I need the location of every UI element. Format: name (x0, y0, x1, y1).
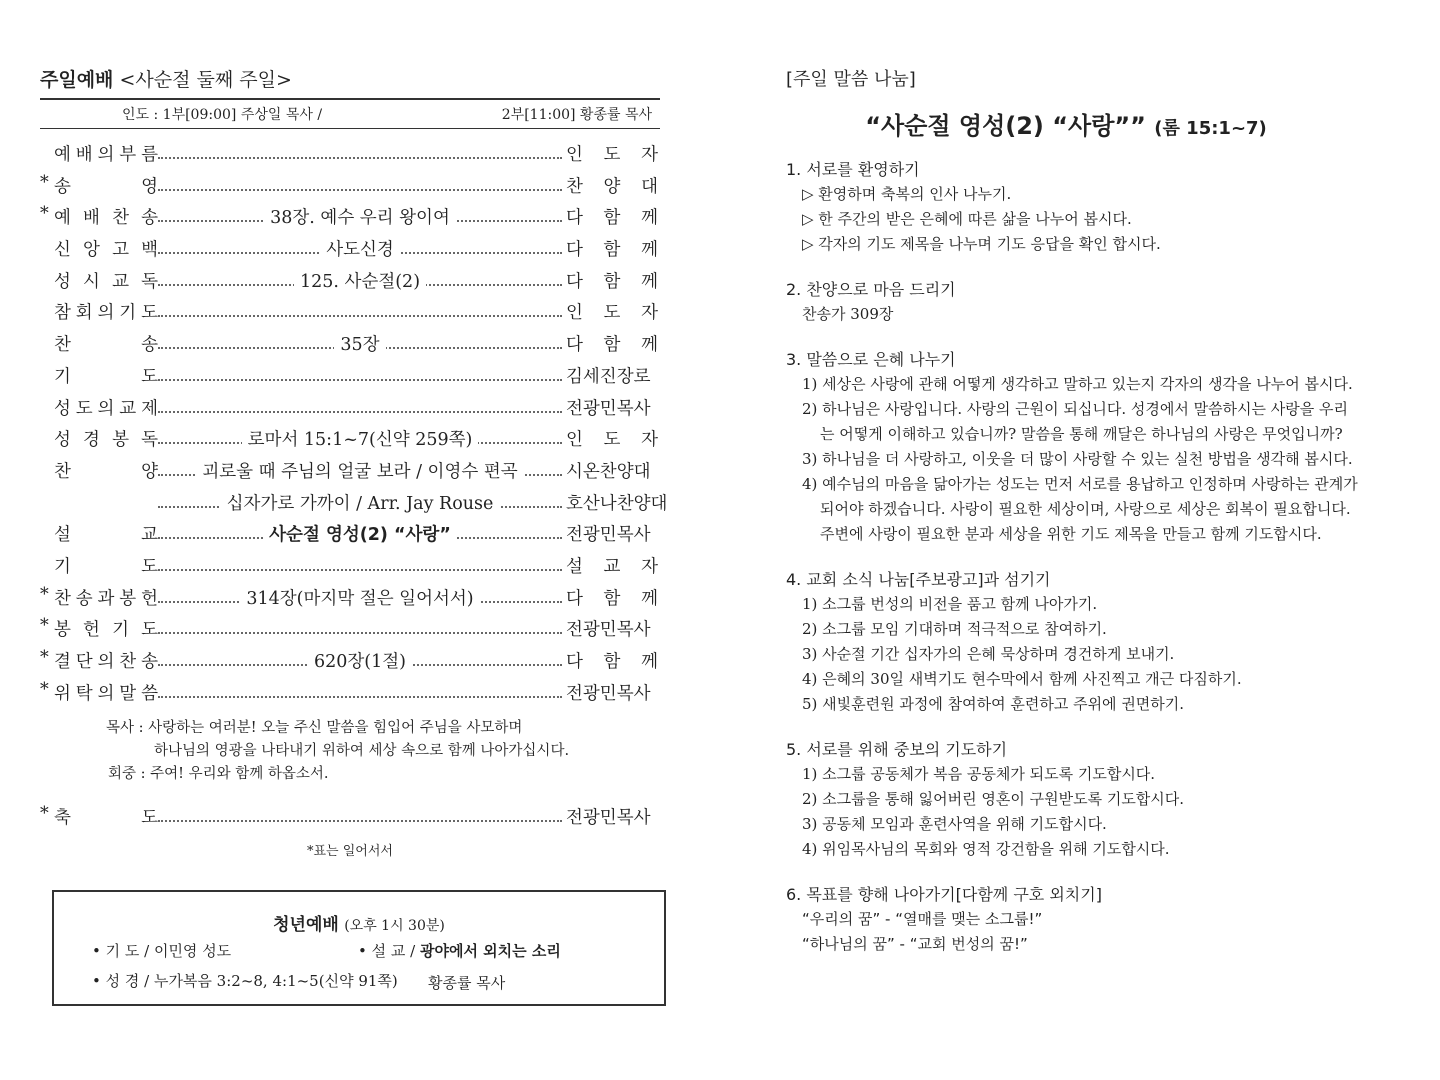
order-item-leader-char: 도 (603, 430, 621, 451)
order-item-name (54, 363, 158, 388)
order-item-name (54, 648, 158, 673)
sharing-section (786, 347, 1406, 547)
order-item-name-char: 과 (97, 588, 115, 609)
section-item: ▷ 각자의 기도 제목을 나누며 기도 응답을 확인 합시다. (802, 235, 1161, 253)
order-item-leader (566, 299, 658, 324)
sharing-section (786, 277, 1406, 327)
section-heading: 6. 목표를 향해 나아가기[다함께 구호 외치기] (786, 885, 1102, 904)
order-item-name-char: 경 (83, 430, 100, 451)
order-item-detail (158, 458, 562, 483)
order-item-leader-char: 설 (566, 556, 583, 577)
order-item-detail-text: 사도신경 (320, 240, 400, 260)
order-item-name-char: 교 (112, 271, 129, 292)
dot-leader (158, 547, 562, 571)
order-item-name (54, 585, 158, 610)
order-item-name-char: 신 (54, 240, 71, 261)
order-item-name-char: 예 (54, 145, 71, 165)
sermon-sharing-page (786, 66, 1406, 957)
order-item-name-char: 찬 (119, 652, 137, 672)
standing-mark: * (40, 679, 49, 700)
order-item-name-char: 성 (54, 430, 71, 451)
section-item: 1) 세상은 사랑에 관해 어떻게 생각하고 말하고 있는지 각자의 생각을 나누어 봅시다. (802, 375, 1353, 393)
section-item: “하나님의 꿈” - “교회 번성의 꿈!” (802, 935, 1028, 953)
order-item-leader-char: 김세진장로 (566, 366, 651, 387)
order-item-name-char: 헌 (141, 588, 158, 609)
order-item-leader (566, 648, 658, 673)
order-item-name-char: 의 (97, 652, 115, 672)
order-item-name-char: 도 (141, 808, 158, 829)
order-row (40, 800, 660, 832)
order-item-name-char: 씀 (141, 683, 158, 704)
order-item-leader-char: 찬 (566, 176, 583, 197)
sharing-header: [주일 말씀 나눔] (786, 69, 916, 90)
order-item-detail-text: 로마서 15:1~7(신약 259쪽) (242, 430, 479, 450)
order-item-leader-char: 함 (603, 652, 621, 672)
order-item-name-char: 도 (75, 398, 93, 419)
blessing-congregation-line: 회중 : 주여! 우리와 함께 하옵소서. (108, 766, 329, 783)
order-item-leader-char: 함 (603, 208, 621, 229)
dot-leader (158, 798, 562, 822)
order-item-leader-char: 께 (641, 208, 658, 229)
order-item-name-char: 의 (97, 303, 115, 324)
order-item-name (54, 141, 158, 166)
order-item-leader-char: 다 (566, 271, 583, 292)
order-item-leader-char: 교 (603, 556, 621, 577)
order-item-name-char: 시 (83, 271, 100, 292)
order-item-detail (158, 648, 562, 673)
order-item-leader-char: 다 (566, 240, 583, 261)
leaders-bar (40, 98, 660, 129)
order-row (40, 169, 660, 201)
order-item-detail-text: 125. 사순절(2) (294, 272, 426, 292)
order-item-leader (566, 804, 658, 829)
order-row (40, 612, 660, 644)
order-item-name-char: 봉 (112, 430, 129, 451)
order-item-leader (566, 585, 658, 610)
standing-mark: * (40, 648, 49, 668)
dot-leader (158, 135, 562, 159)
sharing-sections (786, 157, 1406, 957)
order-item-name-char: 백 (141, 240, 158, 261)
order-item-name-char: 기 (54, 366, 71, 387)
worship-order-page (40, 66, 668, 860)
order-item-leader-char: 자 (641, 303, 658, 324)
order-item-name-char: 송 (75, 588, 93, 609)
order-item-name-char: 배 (83, 208, 100, 229)
order-item-leader (566, 141, 658, 166)
order-row (40, 327, 660, 359)
youth-prayer: • 기 도 / 이민영 성도 (92, 942, 232, 960)
order-row (40, 517, 660, 549)
section-heading: 1. 서로를 환영하기 (786, 160, 920, 179)
section-item: 는 어떻게 이해하고 있습니까? 말씀을 통해 깨달은 하나님의 사랑은 무엇입니까? (820, 425, 1343, 443)
order-item-name-char: 의 (97, 683, 115, 704)
order-item-name-char: 송 (141, 208, 158, 229)
order-item-leader (566, 363, 658, 388)
dot-leader (158, 389, 562, 413)
order-item-name (54, 173, 158, 198)
order-item-leader-char: 대 (641, 176, 658, 197)
youth-sermon-label: • 설 교 / (358, 942, 420, 960)
order-item-name-char: 도 (141, 556, 158, 577)
order-item-detail-text: 35장 (334, 335, 385, 355)
order-item-name-char: 성 (54, 271, 71, 292)
sharing-section (786, 882, 1406, 957)
order-item-detail-text: 십자가로 가까이 / Arr. Jay Rouse (221, 494, 500, 514)
youth-title: 청년예배 (273, 915, 339, 935)
order-item-name-char: 찬 (112, 208, 129, 229)
section-heading: 2. 찬양으로 마음 드리기 (786, 280, 956, 299)
order-item-leader-char: 께 (641, 652, 658, 672)
order-item-name-char: 도 (141, 303, 158, 324)
worship-subtitle: <사순절 둘째 주일> (119, 69, 292, 91)
section-heading: 5. 서로를 위해 중보의 기도하기 (786, 740, 1008, 759)
dot-leader (158, 674, 562, 698)
order-row (40, 264, 660, 296)
youth-sermon-title: 광야에서 외치는 소리 (419, 942, 561, 960)
order-item-name-char: 독 (141, 430, 158, 451)
order-item-name (54, 236, 158, 261)
section-item: 3) 사순절 기간 십자가의 은혜 묵상하며 경건하게 보내기. (802, 645, 1175, 663)
order-item-name (54, 299, 158, 324)
standing-mark: * (40, 204, 49, 225)
order-item-leader-char: 다 (566, 335, 583, 356)
order-item-name-char: 앙 (83, 240, 100, 261)
order-item-name-char: 찬 (54, 335, 71, 356)
order-row (40, 644, 660, 676)
section-item: 1) 소그룹 공동체가 복음 공동체가 되도록 기도합시다. (802, 765, 1156, 783)
order-item-leader (566, 616, 658, 641)
section-item: 2) 소그룹을 통해 잃어버린 영혼이 구원받도록 기도합시다. (802, 790, 1185, 808)
section-item: 되어야 하겠습니다. 사랑이 필요한 세상이며, 사랑으로 세상은 회복이 필요합니다. (820, 500, 1351, 518)
youth-time: (오후 1시 30분) (344, 918, 445, 934)
order-item-detail (158, 204, 562, 229)
leader-second-service: 2부[11:00] 황종률 목사 (501, 107, 652, 123)
order-item-name (54, 680, 158, 705)
blessing-pastor-line: 목사 : 사랑하는 여러분! 오늘 주신 말씀을 힘입어 주님을 사모하며 (106, 720, 523, 737)
order-item-name-char: 기 (54, 556, 71, 577)
order-item-detail (158, 426, 562, 451)
order-item-leader-char: 호산나찬양대 (566, 493, 668, 514)
order-row (40, 549, 660, 581)
order-item-leader-char: 함 (603, 240, 621, 261)
order-item-name (54, 616, 158, 641)
order-item-name-char: 기 (112, 620, 129, 641)
section-item: 4) 예수님의 마음을 닮아가는 성도는 먼저 서로를 용납하고 인정하며 사랑하는 관계가 (802, 475, 1358, 493)
order-item-name-char: 송 (54, 176, 71, 197)
sharing-section (786, 737, 1406, 862)
order-item-leader-char: 전광민목사 (566, 620, 651, 641)
order-row (40, 676, 660, 708)
order-item-leader (566, 331, 658, 356)
order-item-detail (158, 331, 562, 356)
order-item-name (54, 521, 158, 546)
order-item-leader-char: 인 (566, 145, 583, 165)
youth-scripture: • 성 경 / 누가복음 3:2~8, 4:1~5(신약 91쪽) (92, 972, 398, 990)
order-item-leader-char: 께 (641, 240, 658, 261)
order-item-detail-text: 사순절 영성(2) “사랑” (263, 525, 457, 545)
benediction-row (40, 800, 660, 832)
dot-leader (158, 167, 562, 191)
order-item-name-char: 축 (54, 808, 71, 829)
order-row (40, 137, 660, 169)
order-item-name-char: 봉 (119, 588, 137, 609)
order-item-name-char: 기 (119, 303, 137, 324)
order-item-leader-char: 께 (641, 588, 658, 609)
blessing-pastor-line-2: 하나님의 영광을 나타내기 위하여 세상 속으로 함께 나아가십시다. (154, 743, 570, 760)
order-item-detail (158, 490, 562, 515)
order-item-name-char: 단 (75, 652, 93, 672)
order-row (40, 232, 660, 264)
order-row (40, 295, 660, 327)
order-item-leader-char: 인 (566, 430, 583, 451)
order-item-name-char: 탁 (75, 683, 93, 704)
order-item-leader-char: 께 (641, 335, 658, 356)
order-item-name-char: 찬 (54, 461, 71, 482)
sermon-title (786, 106, 1346, 141)
standing-note: *표는 일어서서 (307, 844, 393, 860)
order-item-leader-char: 다 (566, 588, 583, 609)
order-item-name (54, 426, 158, 451)
order-item-name-char: 의 (97, 398, 115, 419)
order-item-name-char: 의 (97, 145, 115, 165)
youth-service-box (52, 890, 666, 1006)
section-item: “우리의 꿈” - “열매를 맺는 소그룹!” (802, 910, 1043, 928)
section-item: 4) 위임목사님의 목회와 영적 강건함을 위해 기도합시다. (802, 840, 1170, 858)
order-item-leader-char: 다 (566, 208, 583, 229)
standing-mark: * (40, 616, 49, 637)
order-item-name (54, 268, 158, 293)
sharing-section (786, 567, 1406, 717)
order-item-leader (566, 458, 658, 483)
order-item-detail-text: 괴로울 때 주님의 얼굴 보라 / 이영수 편곡 (196, 462, 523, 482)
order-item-name-char: 회 (75, 303, 93, 324)
order-item-name-char: 예 (54, 208, 71, 229)
order-item-leader-char: 인 (566, 303, 583, 324)
order-item-name-char: 름 (141, 145, 158, 165)
order-item-detail (158, 521, 562, 546)
sermon-title-text: “사순절 영성(2) “사랑”” (865, 112, 1146, 140)
order-item-name-char: 성 (54, 398, 71, 419)
order-item-detail (158, 236, 562, 261)
order-item-name-char: 양 (141, 461, 158, 482)
order-item-leader (566, 204, 658, 229)
order-item-leader (566, 236, 658, 261)
order-item-leader-char: 시온찬양대 (566, 461, 651, 482)
section-heading: 4. 교회 소식 나눔[주보광고]과 섬기기 (786, 570, 1051, 589)
standing-mark: * (40, 804, 49, 825)
order-row (40, 391, 660, 423)
section-item: 3) 하나님을 더 사랑하고, 이웃을 더 많이 사랑할 수 있는 실천 방법을 생각해 봅시다. (802, 450, 1353, 468)
order-item-leader-char: 전광민목사 (566, 808, 651, 829)
order-item-leader-char: 도 (603, 145, 621, 165)
order-item-detail (158, 268, 562, 293)
order-item-leader (566, 173, 658, 198)
order-item-name-char: 영 (141, 176, 158, 197)
section-item: 3) 공동체 모임과 훈련사역을 위해 기도합시다. (802, 815, 1107, 833)
section-item: ▷ 환영하며 축복의 인사 나누기. (802, 185, 1012, 203)
order-item-name (54, 553, 158, 578)
order-item-name-char: 위 (54, 683, 71, 704)
order-item-name-char: 도 (141, 366, 158, 387)
blessing-text (40, 717, 660, 786)
order-item-name-char: 독 (141, 271, 158, 292)
dot-leader (158, 610, 562, 634)
youth-sermon (358, 940, 561, 961)
order-item-leader (566, 426, 658, 451)
order-of-worship-list (40, 137, 668, 707)
order-item-detail-text: 38장. 예수 우리 왕이여 (264, 208, 456, 228)
order-item-name-char: 송 (141, 335, 158, 356)
order-row (40, 581, 660, 613)
standing-mark: * (40, 584, 49, 605)
order-item-leader-char: 자 (641, 430, 658, 451)
section-heading: 3. 말씀으로 은혜 나누기 (786, 350, 956, 369)
order-item-name-char: 송 (141, 652, 158, 672)
order-item-name-char: 제 (141, 398, 158, 419)
order-item-name (54, 804, 158, 829)
order-item-leader-char: 함 (603, 588, 621, 609)
section-item: 4) 은혜의 30일 새벽기도 현수막에서 함께 사진찍고 개근 다짐하기. (802, 670, 1242, 688)
order-item-leader-char: 전광민목사 (566, 398, 651, 419)
dot-leader (158, 357, 562, 381)
order-item-name-char: 헌 (83, 620, 100, 641)
order-item-name-char: 설 (54, 525, 71, 546)
order-item-leader (566, 268, 658, 293)
order-item-name-char: 봉 (54, 620, 71, 641)
order-item-leader (566, 490, 668, 515)
section-item: 주변에 사랑이 필요한 분과 세상을 위한 기도 제목을 만들고 함께 기도합시다. (820, 525, 1322, 543)
order-item-name-char: 부 (119, 145, 137, 165)
youth-preacher: 황종률 목사 (428, 974, 506, 992)
order-item-name-char: 고 (112, 240, 129, 261)
section-item: 2) 소그룹 모임 기대하며 적극적으로 참여하기. (802, 620, 1107, 638)
order-item-name-char: 도 (141, 620, 158, 641)
order-row (40, 486, 668, 518)
order-row (40, 454, 660, 486)
order-item-detail-text: 314장(마지막 절은 일어서서) (240, 589, 479, 609)
sermon-reference: (롬 15:1~7) (1154, 118, 1267, 139)
order-item-leader-char: 전광민목사 (566, 683, 651, 704)
worship-title: 주일예배 (40, 69, 114, 91)
youth-service-title (54, 910, 664, 935)
section-item: 찬송가 309장 (802, 305, 894, 323)
order-item-leader (566, 553, 658, 578)
order-item-leader-char: 도 (603, 303, 621, 324)
order-item-name (54, 458, 158, 483)
order-item-leader-char: 함 (603, 271, 621, 292)
order-item-detail (158, 585, 562, 610)
section-item: 1) 소그룹 번성의 비전을 품고 함께 나아가기. (802, 595, 1098, 613)
order-row (40, 359, 660, 391)
standing-mark: * (40, 172, 49, 193)
order-item-name (54, 331, 158, 356)
order-item-leader (566, 395, 658, 420)
sharing-section (786, 157, 1406, 257)
order-item-name-char: 결 (54, 652, 71, 672)
order-item-name-char: 배 (75, 145, 93, 165)
section-item: 2) 하나님은 사랑입니다. 사랑의 근원이 되십니다. 성경에서 말씀하시는 사랑을 우리 (802, 400, 1349, 418)
order-item-leader-char: 다 (566, 652, 583, 672)
section-item: ▷ 한 주간의 받은 은혜에 따른 삶을 나누어 봅시다. (802, 210, 1132, 228)
order-row (40, 200, 660, 232)
worship-header (40, 66, 660, 94)
order-item-name (54, 204, 158, 229)
order-item-leader-char: 께 (641, 271, 658, 292)
section-item: 5) 새빛훈련원 과정에 참여하여 훈련하고 주위에 권면하기. (802, 695, 1185, 713)
order-item-name-char: 말 (119, 683, 137, 704)
order-item-name-char: 교 (141, 525, 158, 546)
order-item-leader (566, 680, 658, 705)
order-item-name-char: 참 (54, 303, 71, 324)
order-item-name-char: 교 (119, 398, 137, 419)
leader-first-service: 인도 : 1부[09:00] 주상일 목사 / (122, 107, 323, 123)
order-item-leader-char: 자 (641, 145, 658, 165)
order-item-detail-text: 620장(1절) (308, 652, 412, 672)
order-item-leader-char: 함 (603, 335, 621, 356)
order-item-leader-char: 자 (641, 556, 658, 577)
order-item-name (54, 395, 158, 420)
order-row (40, 422, 660, 454)
order-item-name-char: 찬 (54, 588, 71, 609)
order-item-leader-char: 전광민목사 (566, 525, 651, 546)
order-item-leader (566, 521, 658, 546)
order-item-leader-char: 양 (603, 176, 621, 197)
dot-leader (158, 293, 562, 317)
